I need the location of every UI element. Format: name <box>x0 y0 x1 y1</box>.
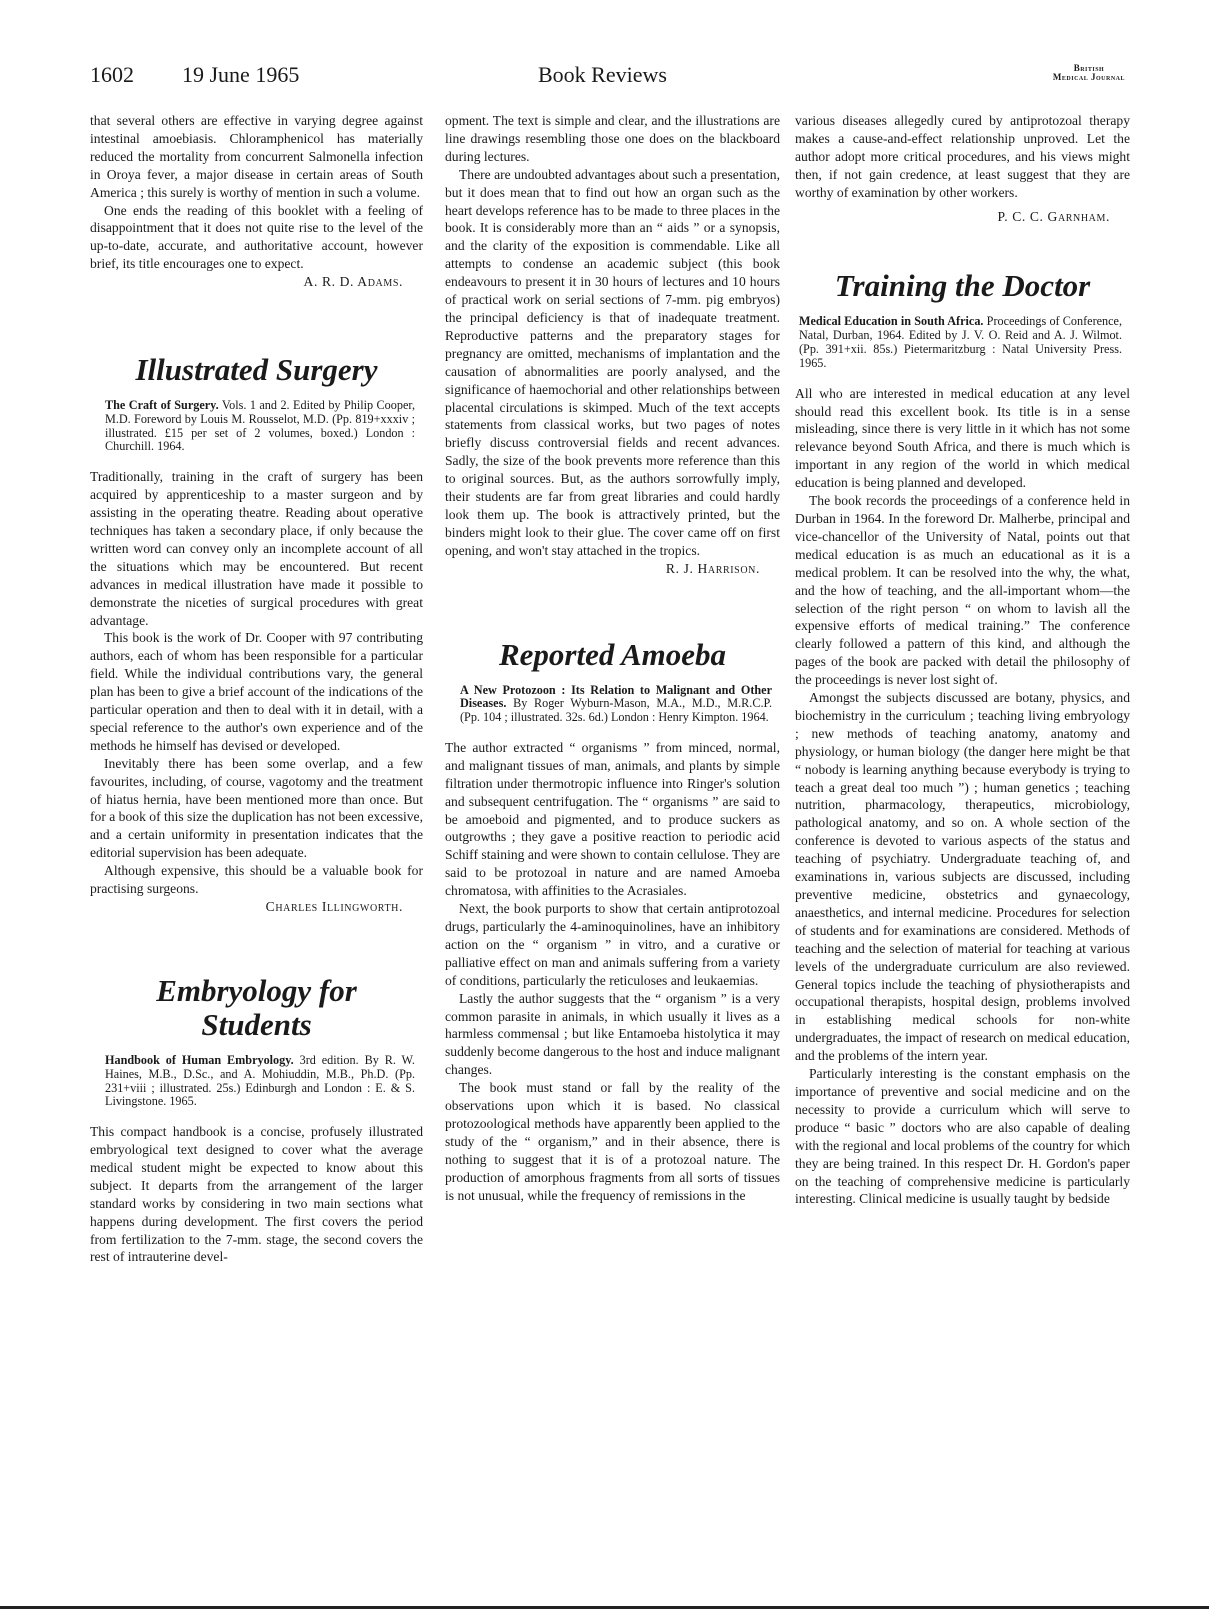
paragraph: Next, the book purports to show that certain antiprotozoal drugs, particularly the 4-aminoquinolines, have an inhibitory action on the “ organism ” in vitro, and a curative or palliative effect on man and animals suffering from a variety of conditions, particularly the reticuloses and leukaemias. <box>445 901 780 988</box>
reviewer-signature: P. C. C. Garnham. <box>997 208 1110 224</box>
book-details: 3rd edition. By R. W. Haines, M.B., D.Sc., and A. Mohiuddin, M.B., Ph.D. (Pp. 231+viii ; illustrated. 25s.) Edinburgh and London : E. & S. Livingstone. 1965. <box>105 1052 415 1109</box>
book-title: A New Protozoon : Its Relation to Malignant and Other Diseases. <box>460 682 772 711</box>
section-title: Book Reviews <box>538 62 667 87</box>
paragraph: One ends the reading of this booklet with a feeling of disappointment that it does not quite rise to the level of the up-to-date, accurate, and authoritative account, however brief, its title encourages one to expect. <box>90 202 423 272</box>
paragraph: This book is the work of Dr. Cooper with 97 contributing authors, each of whom has been responsible for a particular field. While the individual contributions vary, the general plan has been to give a brief account of the indications of the particular operation and then to deal with it in detail, with a special reference to the author's own experience and of the methods he himself has devised or developed. <box>90 630 423 753</box>
book-citation <box>799 315 1122 370</box>
book-citation <box>460 684 772 725</box>
book-details: By Roger Wyburn-Mason, M.A., M.D., M.R.C.P. (Pp. 104 ; illustrated. 32s. 6d.) London : Henry Kimpton. 1964. <box>460 696 772 725</box>
book-title: Handbook of Human Embryology. <box>105 1052 294 1067</box>
paragraph: Lastly the author suggests that the “ organism ” is a very common parasite in animals, in which usually it lives as a harmless commensal ; but like Entamoeba histolytica it may suddenly become dangerous to the host and induce malignant changes. <box>445 990 780 1078</box>
paragraph: This compact handbook is a concise, profusely illustrated embryological text designed to cover what the average medical student might be expected to know about this subject. It departs from the arrangement of the larger standard works by considering in two main sections what happens during development. The first covers the period from fertilization to the 7-mm. stage, the second covers the rest of intrauterine devel- <box>90 1124 423 1265</box>
column-1 <box>90 112 423 1266</box>
paragraph: Amongst the subjects discussed are botany, physics, and biochemistry in the curriculum ; teaching living embryology ; new methods of teaching anatomy, anatomy and physiology, or human biology (the danger here might be that “ nobody is learning anything because everybody is trying to teach a great deal too much ”) ; human genetics ; teaching nutrition, pharmacology, therapeutics, microbiology, pathological anatomy, and so on. A whole section of the conference is devoted to various aspects of the status and teaching of psychiatry. Undergraduate teaching of, and examinations in, various subjects are discussed, including preventive medicine, obstetrics and gynaecology, anaesthetics, and internal medicine. Procedures for selection of students and for examinations are considered. Methods of teaching and the selection of material for teaching at various levels of the undergraduate curriculum are also reviewed. General topics include the teaching of physiotherapists and occupational therapists, hospital design, problems involved in establishing medical schools for non-white undergraduates, the impact of research on medical education, and the problems of the intern year. <box>795 690 1130 1064</box>
book-citation <box>105 399 415 454</box>
book-details: Proceedings of Conference, Natal, Durban, 1964. Edited by J. V. O. Reid and A. J. Wilmot. (Pp. 391+xii. 85s.) Pietermaritzburg : Natal University Press. 1965. <box>799 314 1123 370</box>
review-title: Training the Doctor <box>834 268 1091 304</box>
review-title <box>90 974 423 1042</box>
paragraph: Inevitably there has been some overlap, and a few favourites, including, of course, vagotomy and the treatment of hiatus hernia, have been mentioned more than once. But for a book of this size the duplication has not been excessive, and a certain uniformity in presentation indicates that the editorial supervision has been adequate. <box>90 755 423 861</box>
paragraph: The author extracted “ organisms ” from minced, normal, and malignant tissues of man, animals, and plants by simple filtration under thermotropic influence into Ringer's solution and subsequent centrifugation. The “ organisms ” are said to be amoeboid and pigmented, and to produce suckers as outgrowths ; they gave a positive reaction to periodic acid Schiff staining and were shown to contain cellulose. They are said to be protozoal in nature and are named Amoeba chromatosa, with affinities to the Acrasiales. <box>445 739 780 899</box>
column-3 <box>795 112 1130 1208</box>
review-title-line1: Embryology for <box>156 972 357 1008</box>
reviewer-signature: A. R. D. Adams. <box>303 274 403 290</box>
paragraph: The book records the proceedings of a conference held in Durban in 1964. In the foreword Dr. Malherbe, principal and vice-chancellor of the University of Natal, points out that medical education is as much an educational as it is a medical problem. It can be resolved into the why, the what, and the how of teaching, and the all-important whom—the selection of the right person “ on whom to lavish all the expensive efforts of medical training.” The conference clearly followed a pattern of this kind, and although the pages of the book are packed with detail the philosophy of the proceedings is never lost sight of. <box>795 493 1130 688</box>
paragraph: Particularly interesting is the constant emphasis on the importance of preventive and social medicine and on the necessity to provide a curriculum which will serve to produce “ basic ” doctors who are also capable of dealing with the regional and local problems of the country for which they are being trained. In this respect Dr. H. Gordon's paper on the teaching of comprehensive medicine is particularly interesting. Clinical medicine is usually taught by bedside <box>795 1066 1130 1207</box>
review-title: Illustrated Surgery <box>135 352 378 388</box>
issue-date: 19 June 1965 <box>182 62 300 87</box>
paragraph: Traditionally, training in the craft of surgery has been acquired by apprenticeship to a master surgeon and by assisting in the operating theatre. Reading about operative techniques has taken a secondary place, if only because the written word can convey only an incomplete account of all the situations which may be encountered. But recent advances in medical illustration have made it possible to demonstrate the niceties of surgical procedures with great advantage. <box>90 469 423 628</box>
paragraph: various diseases allegedly cured by antiprotozoal therapy makes a cause-and-effect relationship unproved. Let the author adopt more critical procedures, and his views might then, if not gain credence, at least suggest that they are worthy of examination by other workers. <box>795 113 1130 200</box>
paragraph: opment. The text is simple and clear, and the illustrations are line drawings resembling those one does on the blackboard during lectures. <box>445 113 780 164</box>
review-title-line2: Students <box>201 1006 312 1042</box>
bottom-rule <box>0 1606 1209 1609</box>
book-title: The Craft of Surgery. <box>105 398 219 413</box>
paragraph: All who are interested in medical education at any level should read this excellent book. Its title is in a sense misleading, since there is very little in it which has not some relevance beyond South Africa, and there is much which is important in any region of the world in which medical education is being planned and developed. <box>795 385 1130 491</box>
book-citation <box>105 1054 415 1109</box>
book-title: Medical Education in South Africa. <box>799 314 984 329</box>
reviewer-signature: Charles Illingworth. <box>265 899 403 914</box>
paragraph: Although expensive, this should be a valuable book for practising surgeons. <box>90 863 423 897</box>
page-header <box>90 62 1125 92</box>
paragraph: that several others are effective in varying degree against intestinal amoebiasis. Chloramphenicol has materially reduced the mortality from concurrent Salmonella infection in Oroya fever, a major disease in certain areas of South America ; this surely is worthy of mention in such a volume. <box>90 113 423 200</box>
paragraph: The book must stand or fall by the reality of the observations upon which it is based. No classical protozoological methods have apparently been applied to the study of the “ organism,” and in their absence, there is nothing to suggest that it is of a protozoal nature. The production of amorphous fragments from all sorts of tissues is not unusual, while the frequency of remissions in the <box>445 1080 780 1203</box>
column-2 <box>445 112 780 1205</box>
reviewer-signature: R. J. Harrison. <box>665 560 760 576</box>
journal-name-line1: British <box>1073 63 1105 73</box>
book-details: Vols. 1 and 2. Edited by Philip Cooper, M.D. Foreword by Louis M. Rousselot, M.D. (Pp. 819+xxxiv ; illustrated. £15 per set of 2 volumes, boxed.) London : Churchill. 1964. <box>105 398 415 454</box>
journal-name-line2: Medical Journal <box>1052 72 1125 82</box>
paragraph: There are undoubted advantages about such a presentation, but it does mean that to find out how an organ such as the heart develops reference has to be made to three places in the book. It is considerably more than an “ aids ” or a synopsis, and the clarity of the exposition is commendable. Like all attempts to condense an academic subject (this book endeavours to present it in 30 hours of lectures and 10 hours of practical work on serial sections of 7-mm. pig embryos) the principal deficiency is that of inadequate treatment. Reproductive patterns and the preparatory stages for pregnancy are omitted, mechanisms of implantation and the causation of abnormalities are poorly analysed, and the significance of haemochorial and other relationships between placental circulations is skimped. Much of the text accepts statements from classical works, but two pages of notes briefly discuss controversial fields and recent advances. Sadly, the size of the book prevents more reference than this to original sources. But, as the authors sorrowfully imply, their students are far from great libraries and could hardly look them up. The book is attractively printed, but the binders might look to their glue. The cover came off on first opening, and won't stay attached in the tropics. <box>445 166 780 558</box>
journal-name <box>1053 64 1125 82</box>
review-title: Reported Amoeba <box>498 636 727 672</box>
page-number: 1602 <box>90 62 134 87</box>
